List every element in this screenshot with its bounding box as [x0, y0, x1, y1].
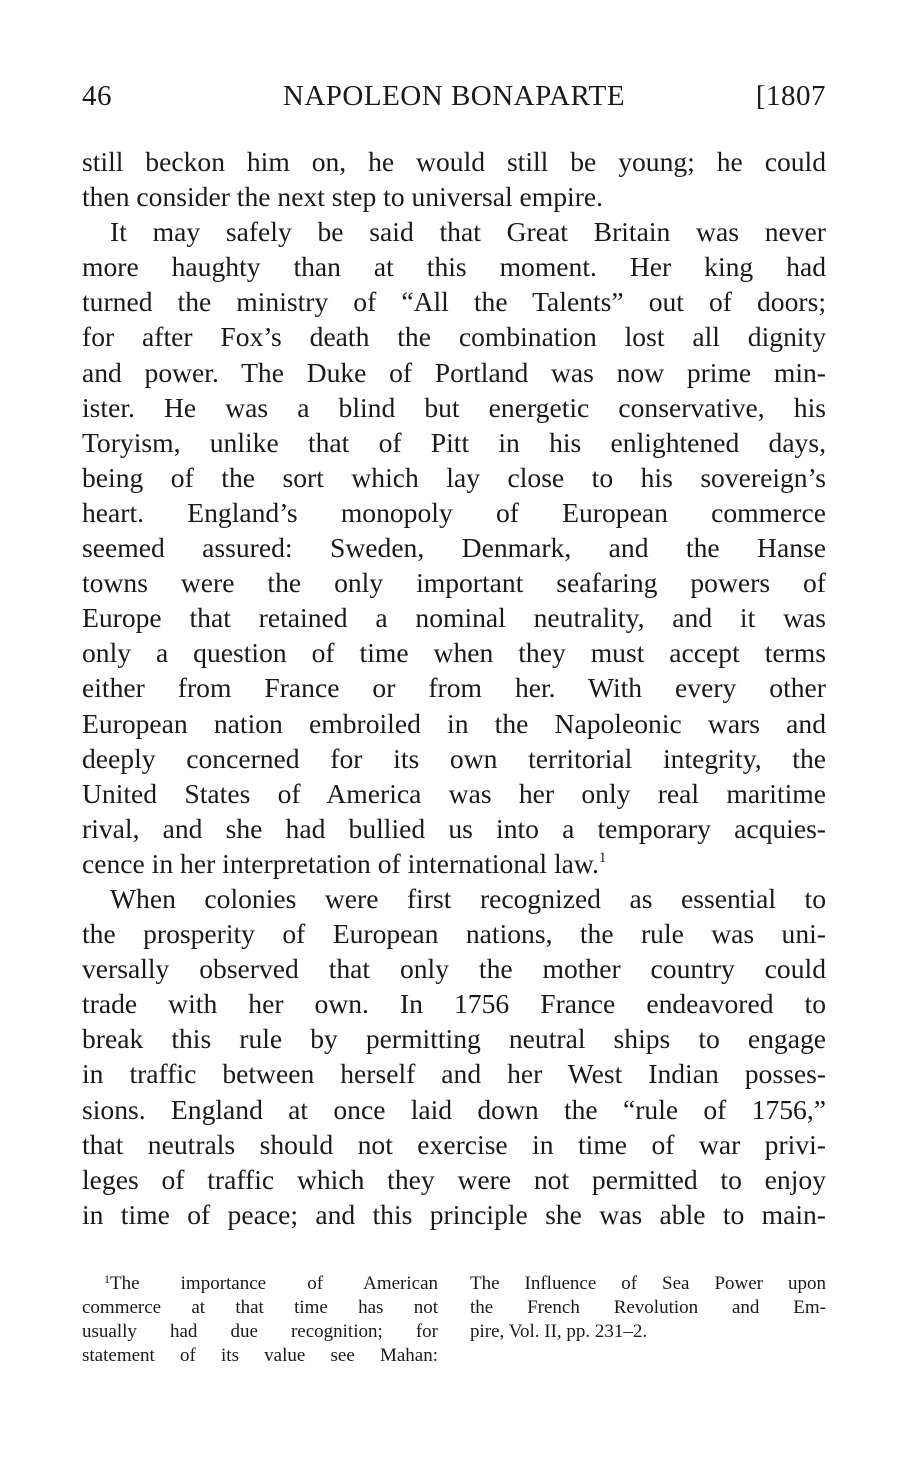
- text-line: that neutrals should not exercise in time of war privi-: [82, 1128, 826, 1160]
- footnote-text: The importance of American: [110, 1273, 438, 1294]
- footnote-line: statement of its value see Mahan:: [82, 1345, 438, 1366]
- body-text: [82, 144, 826, 1232]
- text-line: and power. The Duke of Portland was now prime min-: [82, 356, 826, 388]
- text-line: United States of America was her only real maritime: [82, 777, 826, 809]
- text-line-content: cence in her interpretation of international law.: [82, 847, 599, 879]
- footnote-column-left: [82, 1272, 438, 1368]
- text-line: only a question of time when they must accept terms: [82, 637, 826, 669]
- text-line: Europe that retained a nominal neutrality, and it was: [82, 602, 826, 634]
- text-line: turned the ministry of “All the Talents” out of doors;: [82, 286, 826, 318]
- text-line: seemed assured: Sweden, Denmark, and the Hanse: [82, 532, 826, 564]
- footnote-mark: 1: [104, 1272, 110, 1286]
- text-line: [82, 846, 826, 881]
- page-number: 46: [82, 80, 112, 112]
- text-line: When colonies were first recognized as essential to: [110, 882, 826, 914]
- text-line: the prosperity of European nations, the rule was uni-: [82, 918, 826, 950]
- footnote-line: pire, Vol. II, pp. 231–2.: [470, 1321, 648, 1342]
- text-line: leges of traffic which they were not permitted to enjoy: [82, 1163, 826, 1195]
- text-line: being of the sort which lay close to his sovereign’s: [82, 461, 826, 493]
- text-line: then consider the next step to universal empire.: [82, 181, 604, 213]
- text-line: break this rule by permitting neutral ships to engage: [82, 1023, 826, 1055]
- footnote-line: [82, 1272, 438, 1296]
- paragraph: [82, 214, 826, 881]
- text-line: European nation embroiled in the Napoleonic wars and: [82, 707, 826, 739]
- text-line: It may safely be said that Great Britain was never: [110, 216, 826, 248]
- text-line: ister. He was a blind but energetic conservative, his: [82, 391, 826, 423]
- running-head: [82, 80, 826, 124]
- text-line: in time of peace; and this principle she was able to main-: [82, 1198, 826, 1230]
- text-line: heart. England’s monopoly of European commerce: [82, 496, 826, 528]
- text-line: still beckon him on, he would still be young; he could: [82, 146, 826, 177]
- text-line: rival, and she had bullied us into a temporary acquies-: [82, 812, 826, 844]
- running-year: [1807: [755, 80, 826, 112]
- page: [82, 80, 826, 1232]
- footnote-column-right: [470, 1272, 826, 1368]
- text-line: deeply concerned for its own territorial integrity, the: [82, 742, 826, 774]
- footnote-line: usually had due recognition; for: [82, 1321, 438, 1342]
- text-line: trade with her own. In 1756 France endeavored to: [82, 988, 826, 1020]
- footnote-line: the French Revolution and Em-: [470, 1297, 826, 1318]
- text-line: towns were the only important seafaring powers of: [82, 567, 826, 599]
- footnote-reference[interactable]: 1: [598, 849, 607, 866]
- text-line: more haughty than at this moment. Her king had: [82, 251, 826, 283]
- footnote-line: commerce at that time has not: [82, 1297, 438, 1318]
- text-line: for after Fox’s death the combination lost all dignity: [82, 321, 826, 353]
- text-line: either from France or from her. With every other: [82, 672, 826, 704]
- text-line: Toryism, unlike that of Pitt in his enlightened days,: [82, 426, 826, 458]
- footnote-line: The Influence of Sea Power upon: [470, 1273, 826, 1294]
- text-line: versally observed that only the mother country could: [82, 953, 826, 985]
- text-line: in traffic between herself and her West Indian posses-: [82, 1058, 826, 1090]
- book-title: NAPOLEON BONAPARTE: [282, 80, 626, 112]
- paragraph: [82, 881, 826, 1232]
- paragraph: [82, 144, 826, 214]
- footnote: [82, 1272, 826, 1368]
- text-line: sions. England at once laid down the “rule of 1756,”: [82, 1093, 826, 1125]
